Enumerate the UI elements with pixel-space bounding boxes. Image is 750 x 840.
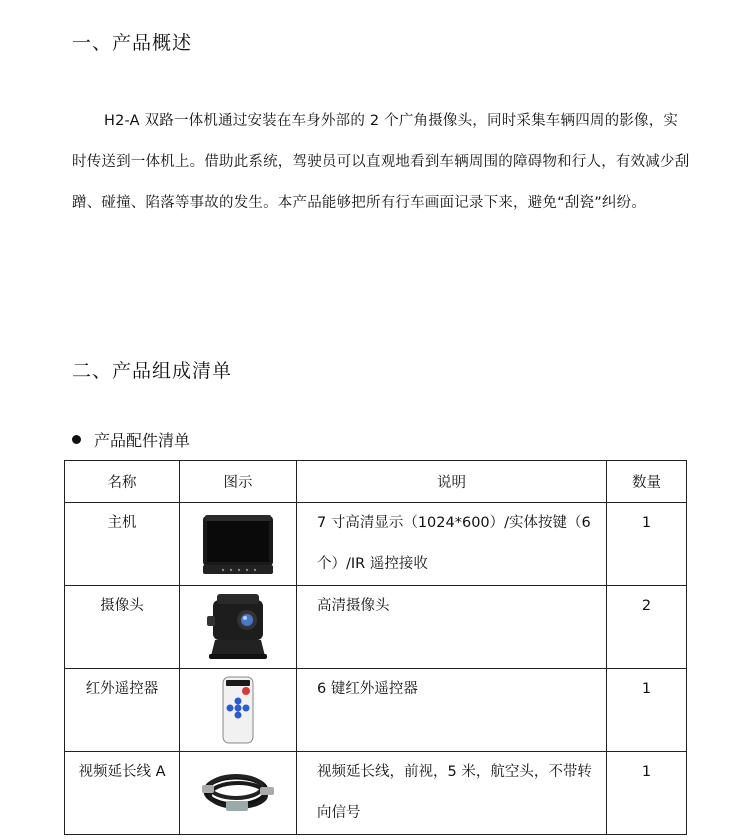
table-header-row <box>65 461 687 503</box>
header-desc: 说明 <box>297 461 607 503</box>
table-row <box>65 669 687 752</box>
monitor-image <box>201 513 275 575</box>
parts-table <box>64 460 687 835</box>
row-desc: 6 键红外遥控器 <box>297 669 607 752</box>
row-name: 红外遥控器 <box>65 669 180 752</box>
row-image <box>180 503 297 586</box>
bullet-label: 产品配件清单 <box>94 431 191 450</box>
row-qty: 1 <box>607 503 687 586</box>
remote-control-image <box>218 675 258 745</box>
header-image: 图示 <box>180 461 297 503</box>
row-image <box>180 752 297 835</box>
camera-image <box>205 590 271 664</box>
row-qty: 2 <box>607 586 687 669</box>
row-image <box>180 586 297 669</box>
table-row <box>65 503 687 586</box>
bullet-dot-icon <box>72 435 81 444</box>
section-title-overview: 一、产品概述 <box>72 32 193 54</box>
row-desc: 7 寸高清显示（1024*600）/实体按键（6个）/IR 遥控接收 <box>297 503 607 586</box>
row-desc: 视频延长线，前视，5 米，航空头，不带转向信号 <box>297 752 607 835</box>
section-title-components: 二、产品组成清单 <box>72 360 233 382</box>
bullet-item <box>72 428 190 451</box>
overview-paragraph: H2-A 双路一体机通过安装在车身外部的 2 个广角摄像头，同时采集车辆四周的影像，实时传送到一体机上。借助此系统，驾驶员可以直观地看到车辆周围的障碍物和行人，有效减少刮蹭、碰撞、陷落等事故的发生。本产品能够把所有行车画面记录下来，避免“刮瓷”纠纷。 <box>72 113 690 211</box>
row-qty: 1 <box>607 752 687 835</box>
row-name: 主机 <box>65 503 180 586</box>
row-desc: 高清摄像头 <box>297 586 607 669</box>
table-row <box>65 752 687 835</box>
cable-image <box>198 763 278 823</box>
row-name: 摄像头 <box>65 586 180 669</box>
table-row <box>65 586 687 669</box>
row-qty: 1 <box>607 669 687 752</box>
row-name: 视频延长线 A <box>65 752 180 835</box>
header-qty: 数量 <box>607 461 687 503</box>
header-name: 名称 <box>65 461 180 503</box>
row-image <box>180 669 297 752</box>
